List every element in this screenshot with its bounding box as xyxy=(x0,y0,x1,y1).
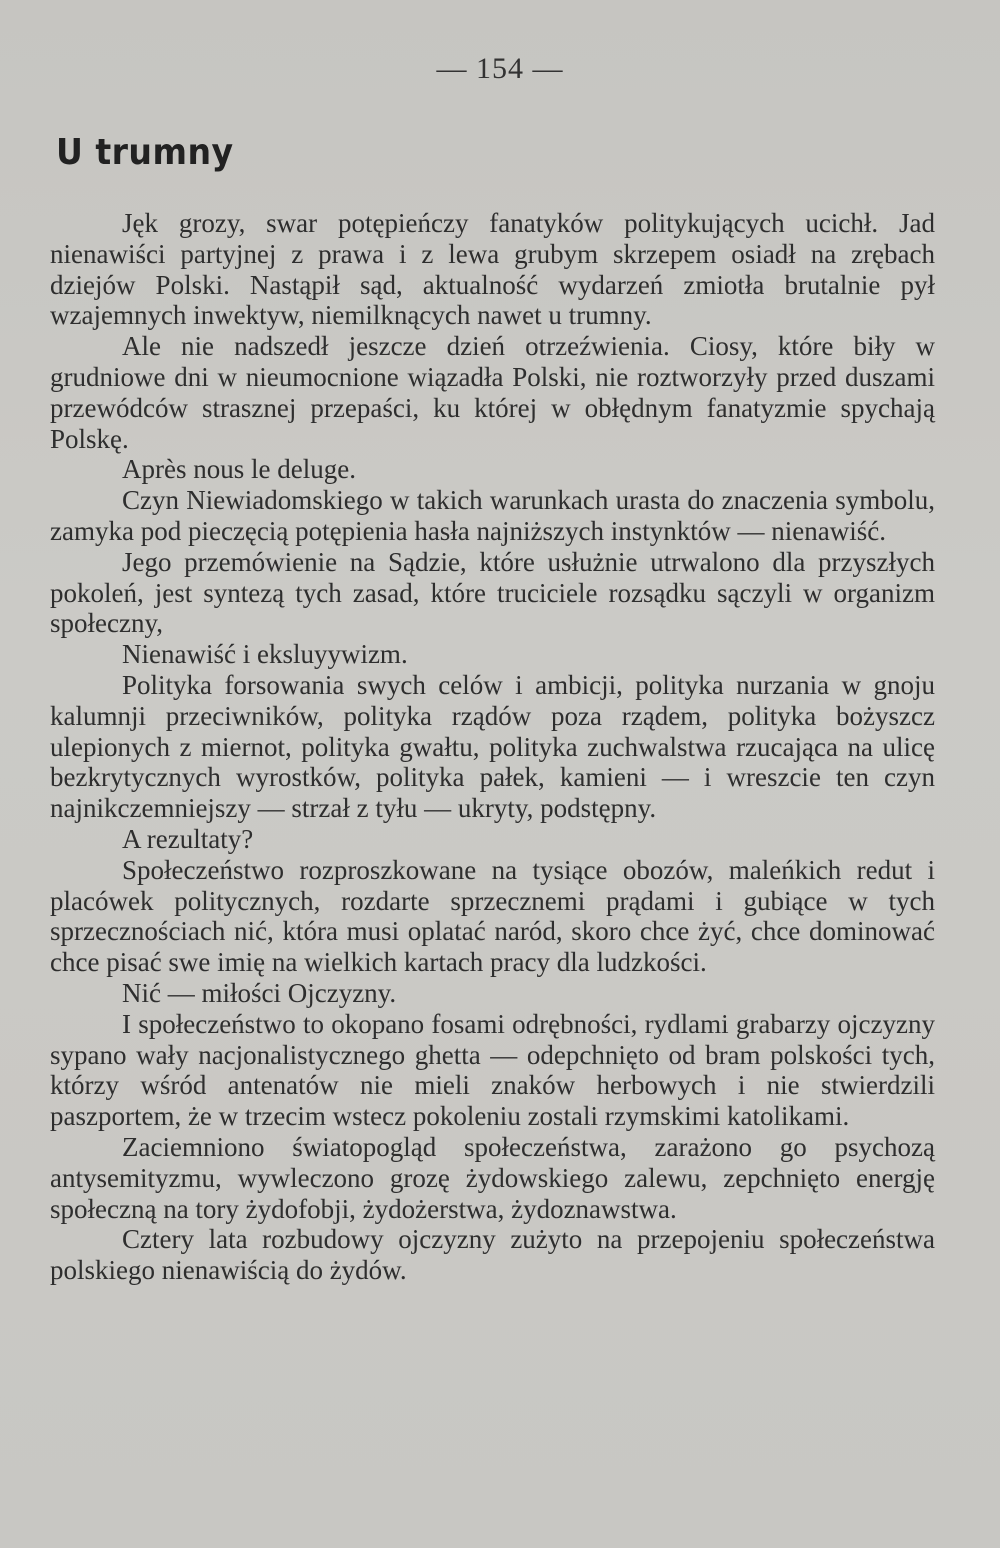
article-heading: U trumny xyxy=(56,132,234,173)
paragraph: Cztery lata rozbudowy ojczyzny zużyto na przepojeniu społeczeństwa polskiego nienawiścią do żydów. xyxy=(50,1224,935,1286)
paragraph: Polityka forsowania swych celów i ambicji, polityka nurzania w gnoju kalumnji przeciwników, polityka rządów poza rządem, polityka bożyszcz ulepionych z miernot, polityka gwałtu, polityka zuchwalstwa rzucająca na ulicę bezkrytycznych wyrostków, polityka pałek, kamieni — i wreszcie ten czyn najnikczemniejszy — strzał z tyłu — ukryty, podstępny. xyxy=(50,669,935,824)
paragraph: Après nous le deluge. xyxy=(122,454,356,485)
paragraph: Społeczeństwo rozproszkowane na tysiące obozów, maleńkich redut i placówek politycznych, rozdarte sprzecznemi prądami i gubiące w tych sprzecznościach nić, która musi oplatać naród, skoro chce żyć, chce dominować chce pisać swe imię na wielkich kartach pracy dla ludzkości. xyxy=(50,854,935,978)
paragraph: Ale nie nadszedł jeszcze dzień otrzeźwienia. Ciosy, które biły w grudniowe dni w nieumocnione wiązadła Polski, nie roztworzyły przed duszami przewódców strasznej przepaści, ku której w obłędnym fanatyzmie spychają Polskę. xyxy=(50,331,935,454)
paragraph: I społeczeństwo to okopano fosami odrębności, rydlami grabarzy ojczyzny sypano wały nacjonalistycznego ghetta — odepchnięto od bram polskości tych, którzy wśród antenatów nie mieli znaków herbowych i nie stwierdzili paszportem, że w trzecim wstecz pokoleniu zostali rzymskimi katolikami. xyxy=(50,1008,935,1132)
paragraph: Czyn Niewiadomskiego w takich warunkach urasta do znaczenia symbolu, zamyka pod pieczęcią potępienia hasła najniższych instynktów — nienawiść. xyxy=(50,485,935,546)
paragraph: Jego przemówienie na Sądzie, które usłużnie utrwalono dla przyszłych pokoleń, jest syntezą tych zasad, które truciciele rozsądku sączyli w organizm społeczny, xyxy=(50,546,935,639)
paragraph: Nić — miłości Ojczyzny. xyxy=(122,977,397,1008)
paragraph: Jęk grozy, swar potępieńczy fanatyków politykujących ucichł. Jad nienawiści partyjnej z prawa i z lewa grubym skrzepem osiadł na zrębach dziejów Polski. Nastąpił sąd, aktualność wydarzeń zmiotła brutalnie pył wzajemnych inwektyw, niemilknących nawet u trumny. xyxy=(50,208,935,331)
paragraph: A rezultaty? xyxy=(122,823,254,854)
page-number: — 154 — xyxy=(436,52,564,85)
paragraph: Nienawiść i eksluyywizm. xyxy=(122,639,408,670)
paragraph: Zaciemniono światopogląd społeczeństwa, zarażono go psychozą antysemityzmu, wywleczono grozę żydowskiego zalewu, zepchnięto energję społeczną na tory żydofobji, żydożerstwa, żydoznawstwa. xyxy=(50,1131,935,1224)
article-body xyxy=(50,208,935,1286)
